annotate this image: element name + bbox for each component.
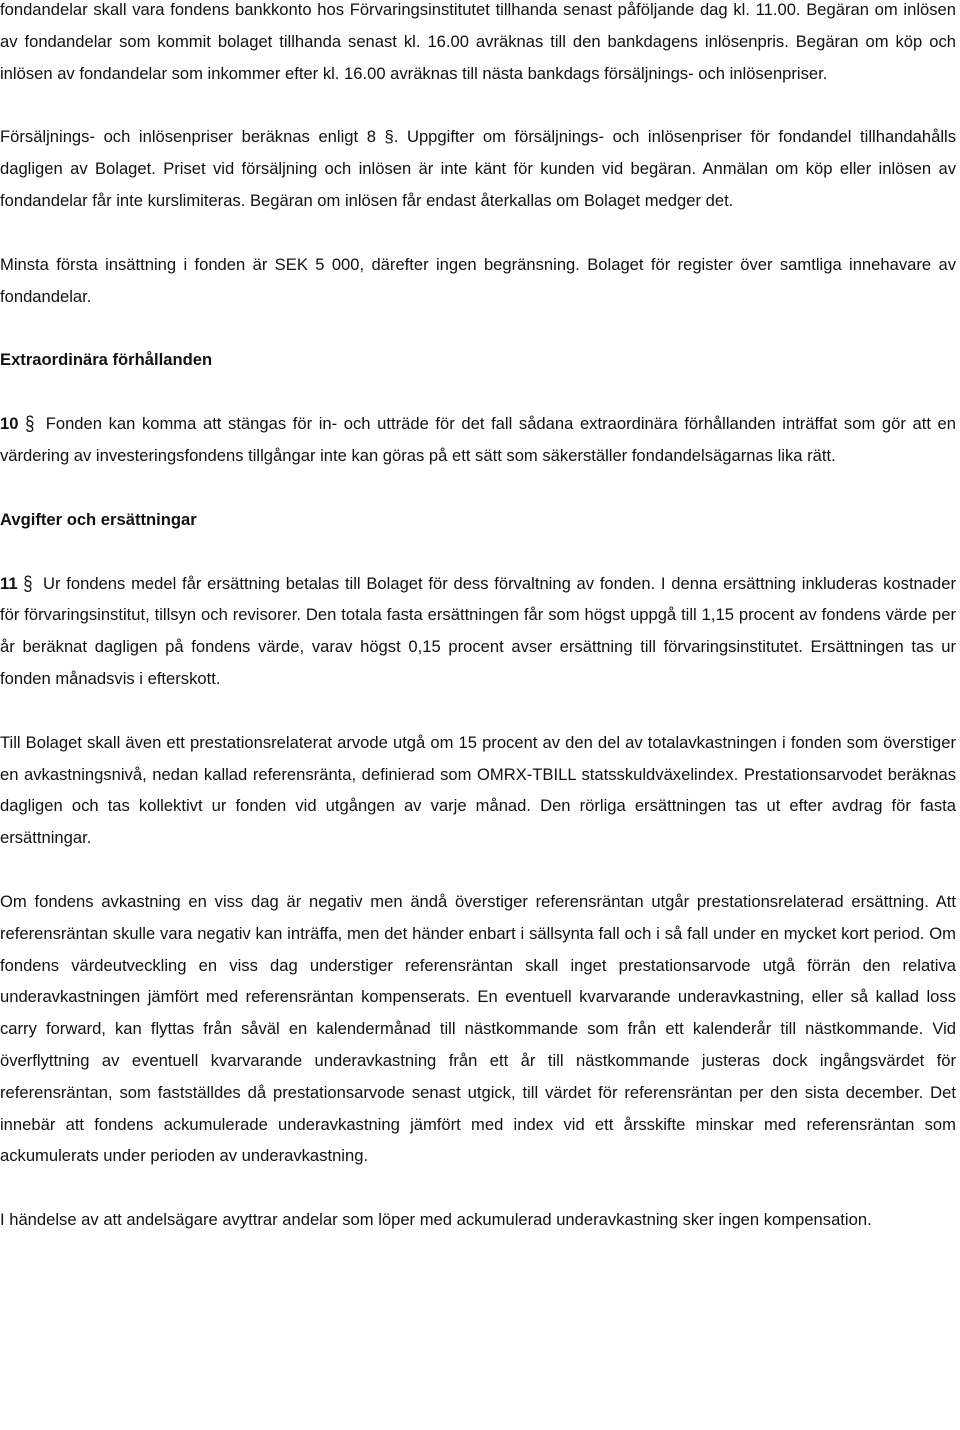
section-10-text: Fonden kan komma att stängas för in- och utträde för det fall sådana extraordinära förhållanden inträffat som gör att en värdering av investeringsfondens tillgångar inte kan göras på ett sätt som säkerställer fondandelsägarnas lika rätt. <box>0 414 956 465</box>
paragraph-performance-fee: Till Bolaget skall även ett prestationsrelaterat arvode utgå om 15 procent av den del av totalavkastningen i fonden som överstiger en avkastningsnivå, nedan kallad referensränta, definierad som OMRX-TBILL statsskuldväxelindex. Prestationsarvodet beräknas dagligen och tas kollektivt ur fonden vid utgången av varje månad. Den rörliga ersättningen tas ut efter avdrag för fasta ersättningar. <box>0 732 956 848</box>
paragraph-prices: Försäljnings- och inlösenpriser beräknas enligt 8 §. Uppgifter om försäljnings- och inlösenpriser för fondandel tillhandahålls dagligen av Bolaget. Priset vid försäljning och inlösen är inte känt för kunden vid begäran. Anmälan om köp eller inlösen av fondandelar får inte kurslimiteras. Begäran om inlösen får endast återkallas om Bolaget medger det. <box>0 127 956 210</box>
heading-fees: Avgifter och ersättningar <box>0 509 197 529</box>
section-11 <box>0 568 956 695</box>
paragraph-sale-of-units: I händelse av att andelsägare avyttrar andelar som löper med ackumulerad underavkastning sker ingen kompensation. <box>0 1210 872 1230</box>
paragraph-minimum-deposit: Minsta första insättning i fonden är SEK 5 000, därefter ingen begränsning. Bolaget för register över samtliga innehavare av fondandelar. <box>0 254 956 306</box>
paragraph-negative-return: Om fondens avkastning en viss dag är negativ men ändå överstiger referensräntan utgår prestationsrelaterad ersättning. Att referensräntan skulle vara negativ kan inträffa, men det händer enbart i sällsynta fall och i så fall under en mycket kort period. Om fondens värdeutveckling en viss dag understiger referensräntan skall inget prestationsarvode utgå förrän den relativa underavkastningen jämfört med referensräntan kompenserats. En eventuell kvarvarande underavkastning, eller så kallad loss carry forward, kan flyttas från såväl en kalendermånad till nästkommande som från ett kalenderår till nästkommande. Vid överflyttning av eventuell kvarvarande underavkastning från ett år till nästkommande justeras dock ingångsvärdet för referensräntan, som fastställdes då prestationsarvode senast utgick, till värdet för referensräntan per den sista december. Det innebär att fondens ackumulerade underavkastning jämfört med index vid ett årsskifte minskar med referensräntan som ackumulerats under perioden av underavkastning. <box>0 891 956 1166</box>
paragraph-order-timing: fondandelar skall vara fondens bankkonto hos Förvaringsinstitutet tillhanda senast påföljande dag kl. 11.00. Begäran om inlösen av fondandelar som kommit bolaget tillhanda senast kl. 16.00 avräknas till den bankdagens inlösenpris. Begäran om köp och inlösen av fondandelar som inkommer efter kl. 16.00 avräknas till nästa bankdags försäljnings- och inlösenpriser. <box>0 0 956 83</box>
section-11-number: 11 <box>0 573 18 593</box>
section-10-number: 10 <box>0 414 19 434</box>
section-10-mark: § <box>25 411 35 436</box>
section-11-text: Ur fondens medel får ersättning betalas till Bolaget för dess förvaltning av fonden. I denna ersättning inkluderas kostnader för förvaringsinstitut, tillsyn och revisorer. Den totala fasta ersättningen får som högst uppgå till 1,15 procent av fondens värde per år beräknat dagligen på fondens värde, varav högst 0,15 procent avser ersättning till förvaringsinstitutet. Ersättningen tas ur fonden månadsvis i efterskott. <box>0 573 956 688</box>
heading-extraordinary: Extraordinära förhållanden <box>0 350 213 370</box>
section-10 <box>0 408 956 472</box>
section-11-mark: § <box>23 571 33 595</box>
